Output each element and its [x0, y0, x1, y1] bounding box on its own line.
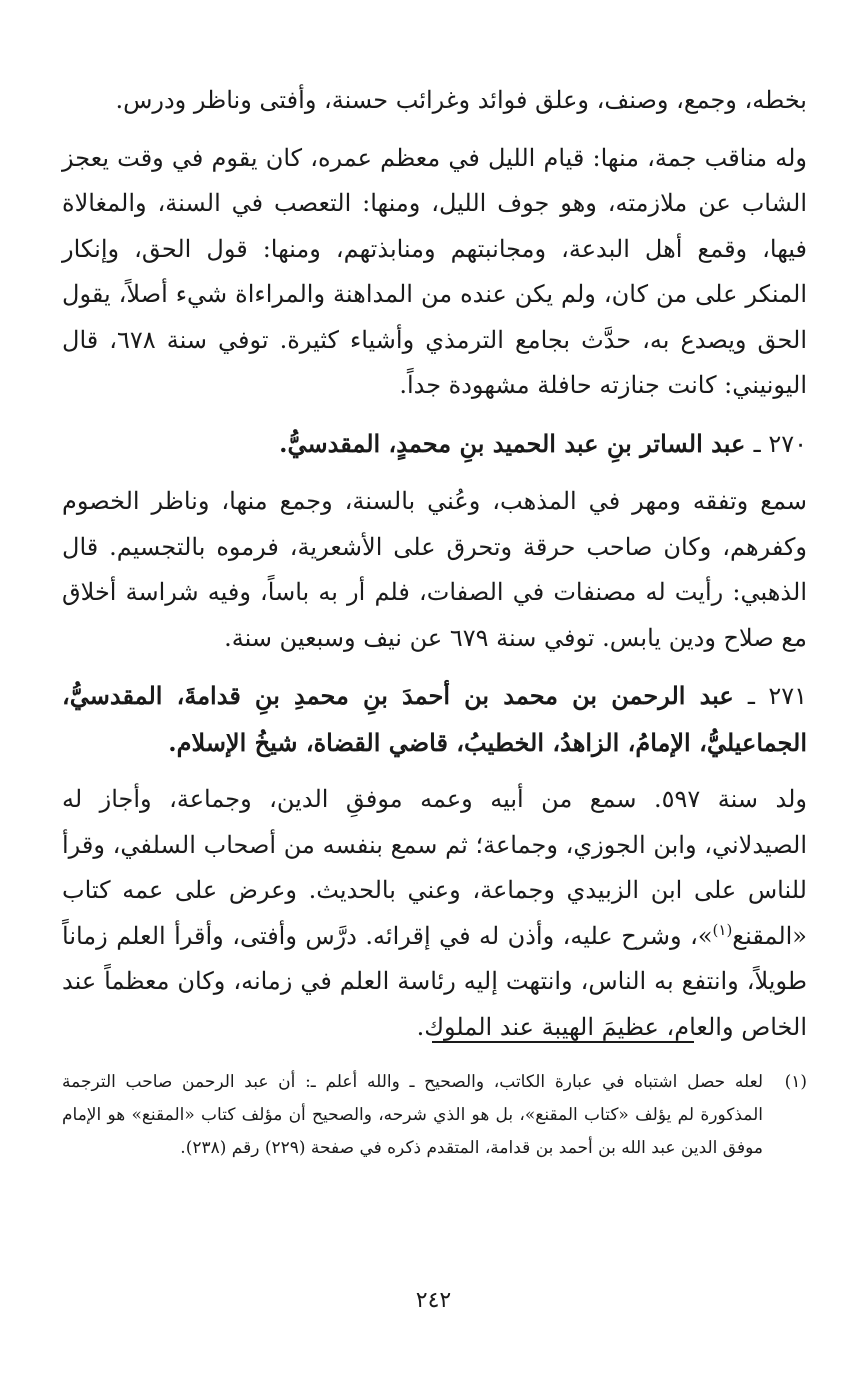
page-number: ٢٤٢: [415, 1288, 452, 1313]
paragraph: وله مناقب جمة، منها: قيام الليل في معظم عمره، كان يقوم في وقت يعجز الشاب عن ملازمته، وهو جوف الليل، ومنها: التعصب في السنة، والمغالاة فيها، وقمع أهل البدعة، ومجانبتهم ومنابذتهم، ومنها: قول الحق، وإنكار المنكر على من كان، ولم يكن عنده من المداهنة والمراءاة شيء أصلاً، يقول الحق ويصدع به، حدَّث بجامع الترمذي وأشياء كثيرة. توفي سنة ٦٧٨، قال اليونيني: كانت جنازته حافلة مشهودة جداً.: [62, 143, 808, 399]
entry-heading-271: [62, 673, 807, 765]
entry-name: عبد الساتر بنِ عبد الحميد بنِ محمدٍ، المقدسيُّ.: [279, 428, 746, 458]
footnote-reference[interactable]: (١): [712, 920, 733, 939]
paragraph: بخطه، وجمع، وصنف، وعلق فوائد وغرائب حسنة، وأفتى وناظر ودرس.: [115, 86, 807, 114]
entry-number: ٢٧٠ ـ: [753, 429, 807, 458]
body-text: ولد سنة ٥٩٧. سمع من أبيه وعمه موفقِ الدين، وجماعة، وأجاز له الصيدلاني، وابن الجوزي، وجماعة؛ ثم سمع بنفسه من أصحاب السلفي، وقرأ للناس على ابن الزبيدي وجماعة، وعني بالحديث. وعرض على عمه كتاب «المقنع: [62, 785, 807, 950]
entry-body-270: سمع وتفقه ومهر في المذهب، وعُني بالسنة، وجمع منها، وناظر الخصوم وكفرهم، وكان صاحب حرقة وتحرق على الأشعرية، فرموه بالتجسيم. قال الذهبي: رأيت له مصنفات في الصفات، فلم أر به باساً، وفيه شراسة أخلاق مع صلاح ودين يابس. توفي سنة ٦٧٩ عن نيف وسبعين سنة.: [62, 487, 807, 652]
entry-number: ٢٧١ ـ: [747, 682, 807, 710]
footnote-divider: [432, 1041, 694, 1043]
entry-heading-270: [62, 421, 807, 468]
entry-body-271: [62, 777, 807, 1050]
entry-name: عبد الرحمن بن محمد بن أحمدَ بنِ محمدِ بنِ قدامةَ، المقدسيُّ، الجماعيليُّ، الإمامُ، الزاهدُ، الخطيبُ، قاضي القضاة، شيخُ الإسلام.: [62, 681, 807, 757]
main-text: [62, 78, 807, 1062]
footnote-text: لعله حصل اشتباه في عبارة الكاتب، والصحيح ـ والله أعلم ـ: أن عبد الرحمن صاحب الترجمة المذكورة لم يؤلف «كتاب المقنع»، بل هو الذي شرحه، والصحيح أن مؤلف كتاب «المقنع» هو الإمام موفق الدين عبد الله بن أحمد بن قدامة، المتقدم ذكره في صفحة (٢٢٩) رقم (٢٣٨).: [62, 1072, 763, 1158]
footnote: [62, 1066, 807, 1165]
footnote-marker: (١): [784, 1072, 807, 1092]
body-text: »، وشرح عليه، وأذن له في إقرائه. درَّس وأفتى، وأقرأ العلم زماناً طويلاً، وانتفع به الناس، وانتهت إليه رئاسة العلم في زمانه، وكان معظماً عند الخاص والعام، عظيمَ الهيبة عند الملوك.: [62, 921, 807, 1041]
